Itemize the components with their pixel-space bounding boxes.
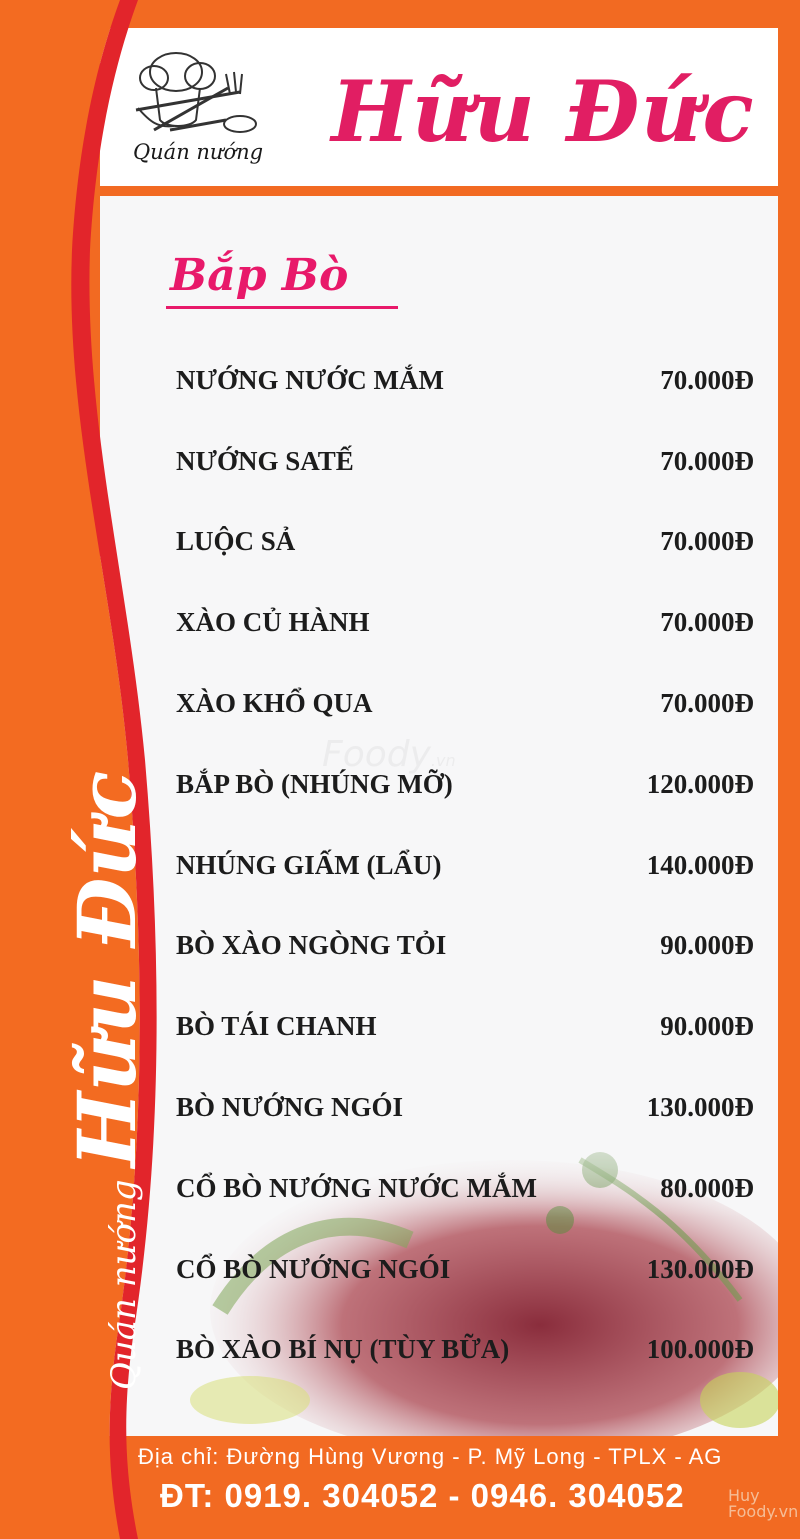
menu-item-name: NƯỚNG NƯỚC MẮM (176, 364, 444, 395)
menu-item-name: BÒ XÀO NGÒNG TỎI (176, 930, 447, 961)
menu-item-name: NƯỚNG SATẾ (176, 445, 354, 476)
menu-item-price: 70.000Đ (660, 526, 754, 557)
menu-item-price: 70.000Đ (660, 607, 754, 638)
menu-item-price: 70.000Đ (660, 688, 754, 719)
logo-caption: Quán nướng (132, 140, 264, 164)
menu-item-price: 90.000Đ (660, 930, 754, 961)
side-brand-big: Hữu Đức (60, 770, 154, 1168)
menu-item-price: 70.000Đ (660, 445, 754, 476)
side-brand-small: Quán nướng (104, 1179, 144, 1390)
section-title: Bắp Bò (170, 250, 349, 301)
menu-item (176, 1148, 754, 1229)
menu-item-name: BẮP BÒ (NHÚNG MỠ) (176, 768, 453, 799)
corner-watermark: Huy Foody.vn (728, 1486, 799, 1521)
menu-item (176, 340, 754, 421)
section-underline (166, 306, 398, 309)
menu-item (176, 906, 754, 987)
menu-item-name: LUỘC SẢ (176, 526, 296, 557)
menu-item (176, 986, 754, 1067)
menu-item-name: XÀO KHỔ QUA (176, 688, 373, 719)
footer-address: Địa chỉ: Đường Hùng Vương - P. Mỹ Long - TPLX - AG (138, 1444, 723, 1469)
menu-item-price: 130.000Đ (646, 1253, 754, 1284)
menu-item (176, 744, 754, 825)
menu-item (176, 1229, 754, 1310)
menu-item-price: 100.000Đ (646, 1334, 754, 1365)
menu-item-price: 70.000Đ (660, 364, 754, 395)
side-brand (60, 771, 154, 1390)
foody-watermark: Foody.vn (322, 734, 456, 775)
footer-phone: ĐT: 0919. 304052 - 0946. 304052 (160, 1477, 685, 1514)
menu-item-name: XÀO CỦ HÀNH (176, 607, 370, 638)
menu-item (176, 582, 754, 663)
menu-item (176, 1310, 754, 1391)
menu-item (176, 421, 754, 502)
menu-item-price: 140.000Đ (646, 849, 754, 880)
menu-item (176, 825, 754, 906)
menu-item-price: 120.000Đ (646, 768, 754, 799)
menu-item-price: 90.000Đ (660, 1011, 754, 1042)
restaurant-name: Hữu Đức (331, 62, 755, 161)
menu-item-name: BÒ XÀO BÍ NỤ (TÙY BỮA) (176, 1334, 510, 1365)
menu-item-price: 80.000Đ (660, 1172, 754, 1203)
menu-item-name: BÒ TÁI CHANH (176, 1011, 377, 1042)
menu-item-price: 130.000Đ (646, 1092, 754, 1123)
menu-list (176, 340, 754, 1390)
menu-item-name: BÒ NƯỚNG NGÓI (176, 1092, 404, 1123)
menu-item (176, 663, 754, 744)
menu-item-name: CỔ BÒ NƯỚNG NƯỚC MẮM (176, 1172, 537, 1203)
menu-item (176, 502, 754, 583)
menu-item-name: CỔ BÒ NƯỚNG NGÓI (176, 1253, 451, 1284)
menu-item (176, 1067, 754, 1148)
menu-item-name: NHÚNG GIẤM (LẨU) (176, 849, 442, 880)
